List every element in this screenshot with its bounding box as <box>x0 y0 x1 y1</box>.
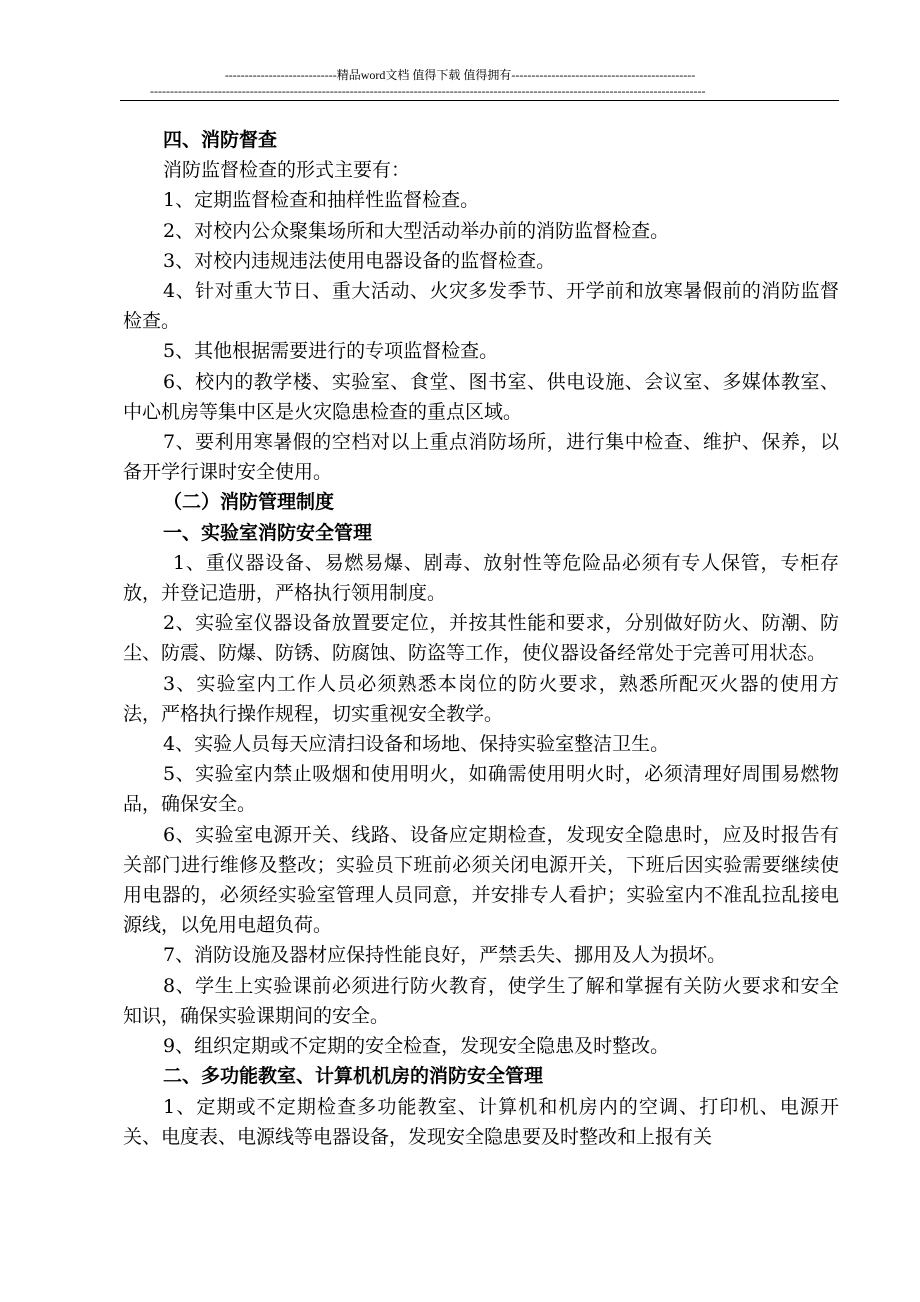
paragraph: 7、要利用寒暑假的空档对以上重点消防场所，进行集中检查、维护、保养，以备开学行课时安全使用。 <box>123 431 839 484</box>
paragraph: 5、实验室内禁止吸烟和使用明火，如确需使用明火时，必须清理好周围易燃物品，确保安全。 <box>123 763 839 816</box>
section-heading: 四、消防督查 <box>163 129 278 151</box>
section-heading: 一、实验室消防安全管理 <box>163 521 373 544</box>
paragraph: 6、校内的教学楼、实验室、食堂、图书室、供电设施、会议室、多媒体教室、中心机房等集中区是火灾隐患检查的重点区域。 <box>123 370 839 423</box>
paragraph: 2、对校内公众聚集场所和大型活动举办前的消防监督检查。 <box>163 219 670 242</box>
paragraph: 6、实验室电源开关、线路、设备应定期检查，发现安全隐患时，应及时报告有关部门进行维修及整改；实验员下班前必须关闭电源开关，下班后因实验需要继续使用电器的，必须经实验室管理人员同意，并安排专人看护；实验室内不准乱拉乱接电源线，以免用电超负荷。 <box>123 823 839 937</box>
paragraph: 3、实验室内工作人员必须熟悉本岗位的防火要求，熟悉所配灭火器的使用方法，严格执行操作规程，切实重视安全教学。 <box>123 672 839 725</box>
paragraph: 5、其他根据需要进行的专项监督检查。 <box>163 340 499 363</box>
paragraph: 1、定期或不定期检查多功能教室、计算机和机房内的空调、打印机、电源开关、电度表、电源线等电器设备，发现安全隐患要及时整改和上报有关 <box>123 1095 839 1148</box>
section-heading: （二）消防管理制度 <box>163 491 335 514</box>
paragraph: 消防监督检查的形式主要有： <box>163 159 411 182</box>
paragraph: 1、重仪器设备、易燃易爆、剧毒、放射性等危险品必须有专人保管，专柜存放，并登记造册，严格执行领用制度。 <box>123 551 839 605</box>
paragraph: 8、学生上实验课前必须进行防火教育，使学生了解和掌握有关防火要求和安全知识，确保实验课期间的安全。 <box>123 974 839 1027</box>
paragraph: 3、对校内违规违法使用电器设备的监督检查。 <box>163 249 556 272</box>
page-header-dashes: ------------------------------------------------------------------------------------------------------------------------------------------- <box>150 84 706 98</box>
page-header-text: ----------------------------精品word文档 值得下载 值得拥有---------------------------------------------- <box>224 68 696 82</box>
document-body <box>123 125 839 1152</box>
paragraph: 9、组织定期或不定期的安全检查，发现安全隐患及时整改。 <box>163 1035 670 1058</box>
section-heading: 二、多功能教室、计算机机房的消防安全管理 <box>163 1065 544 1088</box>
paragraph: 7、消防设施及器材应保持性能良好，严禁丢失、挪用及人为损坏。 <box>163 944 727 967</box>
paragraph: 4、针对重大节日、重大活动、火灾多发季节、开学前和放寒暑假前的消防监督检查。 <box>123 280 839 333</box>
paragraph: 1、定期监督检查和抽样性监督检查。 <box>163 189 480 212</box>
paragraph: 2、实验室仪器设备放置要定位，并按其性能和要求，分别做好防火、防潮、防尘、防震、防爆、防锈、防腐蚀、防盗等工作，使仪器设备经常处于完善可用状态。 <box>123 612 839 665</box>
paragraph: 4、实验人员每天应清扫设备和场地、保持实验室整洁卫生。 <box>163 733 670 756</box>
header-divider <box>120 100 839 101</box>
